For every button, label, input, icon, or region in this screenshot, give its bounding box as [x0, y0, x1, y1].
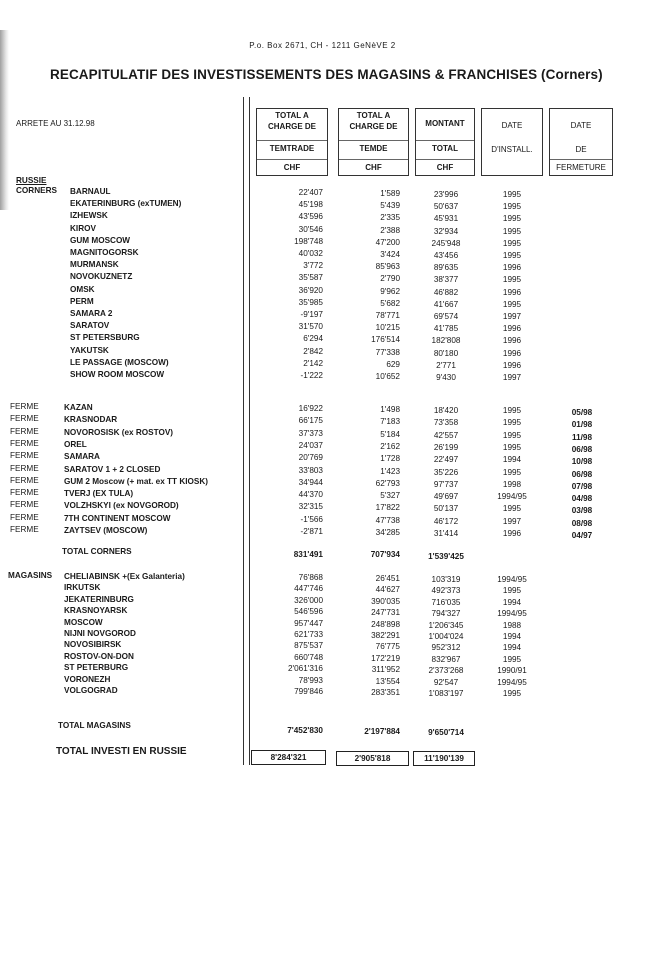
header-line: MONTANT: [425, 119, 465, 128]
magasin-row-install-date: 1994: [502, 597, 522, 607]
ferme-row-install-date: 1995: [502, 430, 522, 440]
total-russie-total: 11'190'139: [413, 751, 475, 766]
corner-row-install-date: 1995: [502, 202, 522, 212]
ferme-section-label: FERME: [10, 512, 39, 522]
corner-row-install-date: 1995: [502, 190, 522, 199]
ferme-row-close-date: 08/98: [571, 518, 593, 528]
ferme-row-total: 31'414: [433, 529, 459, 538]
ferme-row-total: 42'557: [433, 430, 459, 440]
corner-row-name: SAMARA 2: [70, 309, 113, 318]
corner-row-temde: 85'963: [375, 262, 400, 272]
ferme-row-install-date: 1995: [502, 467, 522, 477]
magasin-row-name: ROSTOV-ON-DON: [64, 651, 134, 661]
magasin-row-install-date: 1995: [502, 654, 522, 664]
ferme-row-temtrade: 44'370: [298, 490, 323, 500]
ferme-row-name: SARATOV 1 + 2 CLOSED: [64, 464, 161, 474]
ferme-row-close-date: 10/98: [571, 457, 593, 467]
header-line: CHF: [436, 163, 454, 172]
corner-row-temde: 77'338: [375, 347, 400, 357]
header-line: TOTAL: [432, 144, 458, 153]
ferme-row-close-date: 05/98: [571, 408, 593, 417]
corner-row-total: 69'574: [433, 312, 459, 321]
ferme-row-install-date: 1997: [502, 516, 522, 526]
total-russie-temtrade: 8'284'321: [251, 750, 326, 765]
ferme-row-temtrade: 34'944: [298, 477, 323, 487]
total-corners-temde: 707'934: [370, 550, 400, 559]
ferme-row-total: 50'137: [433, 504, 459, 514]
header-line: D'INSTALL.: [491, 145, 533, 154]
magasin-row-name: JEKATERINBURG: [64, 594, 134, 604]
corner-row-install-date: 1996: [502, 287, 522, 297]
corner-section-label: CORNERS: [16, 186, 57, 195]
magasin-row-total: 832'967: [431, 654, 461, 664]
header-line: TEMTRADE: [269, 144, 315, 153]
header-line: DE: [575, 145, 587, 154]
corner-row-temde: 5'439: [380, 201, 400, 211]
magasin-row-temde: 76'775: [375, 642, 400, 652]
ferme-row-name: KRASNODAR: [64, 415, 118, 425]
magasin-row-install-date: 1994/95: [497, 677, 527, 687]
header-line: DATE: [570, 121, 592, 130]
magasin-row-total: 2'373'268: [428, 666, 464, 676]
ferme-row-temde: 1'728: [380, 454, 400, 464]
corner-row-temde: 47'200: [375, 237, 400, 247]
corner-row-name: LE PASSAGE (MOSCOW): [70, 357, 169, 367]
ferme-row-install-date: 1995: [502, 406, 522, 415]
header-line: CHARGE DE: [349, 122, 398, 131]
header-rule: [550, 159, 612, 160]
corner-row-temtrade: 35'587: [298, 273, 323, 283]
magasin-row-name: NOVOSIBIRSK: [64, 640, 122, 650]
ferme-row-install-date: 1994: [502, 455, 522, 465]
corner-row-total: 41'667: [433, 299, 459, 309]
ferme-row-close-date: 11/98: [571, 432, 593, 442]
ferme-row-temde: 5'327: [380, 491, 400, 501]
corner-row-install-date: 1995: [502, 251, 522, 260]
magasin-row-total: 92'547: [433, 677, 459, 687]
magasin-row-temde: 172'219: [371, 653, 400, 663]
corner-row-temde: 10'652: [375, 372, 400, 381]
magasin-row-total: 794'327: [431, 609, 461, 619]
magasin-row-temde: 283'351: [371, 688, 400, 697]
corner-row-temtrade: 6'294: [303, 334, 323, 344]
ferme-row-temde: 7'183: [380, 417, 400, 427]
corner-row-temtrade: 31'570: [298, 322, 323, 332]
header-rule: [416, 159, 474, 160]
corner-row-temde: 2'790: [380, 274, 400, 284]
ferme-row-temtrade: 16'922: [298, 404, 323, 413]
ferme-row-install-date: 1995: [502, 504, 522, 514]
magasin-row-name: CHELIABINSK +(Ex Galanteria): [64, 572, 185, 581]
corner-row-install-date: 1995: [502, 275, 522, 285]
ferme-row-total: 46'172: [433, 516, 459, 526]
magasin-row-install-date: 1994: [502, 632, 522, 641]
header-line: FERMETURE: [556, 163, 606, 172]
magasin-row-total: 103'319: [431, 575, 461, 584]
region-label: RUSSIE: [16, 176, 47, 185]
ferme-row-temtrade: 66'175: [298, 416, 323, 426]
total-magasins-temde: 2'197'884: [364, 727, 400, 736]
header-rule: [416, 140, 474, 141]
ferme-row-temde: 1'423: [380, 466, 400, 476]
corner-row-temtrade: -9'197: [300, 310, 323, 319]
magasin-row-temtrade: 660'748: [294, 652, 323, 662]
magasin-row-temtrade: 2'061'316: [287, 664, 323, 674]
ferme-row-temde: 1'498: [380, 405, 400, 414]
header-line: TEMDE: [359, 144, 388, 153]
corner-row-install-date: 1995: [502, 238, 522, 248]
ferme-row-temtrade: 24'037: [298, 440, 323, 450]
column-header-temde: [338, 108, 409, 176]
corner-row-temde: 5'682: [380, 298, 400, 308]
ferme-row-name: KAZAN: [64, 403, 93, 412]
total-corners-label: TOTAL CORNERS: [62, 547, 132, 556]
ferme-row-close-date: 03/98: [571, 506, 593, 516]
corner-row-temtrade: -1'222: [300, 371, 323, 380]
corner-row-total: 182'808: [431, 336, 461, 346]
ferme-row-temde: 62'793: [375, 478, 400, 488]
ferme-section-label: FERME: [10, 402, 39, 411]
ferme-row-temtrade: 33'803: [298, 465, 323, 475]
corner-row-temtrade: 2'142: [303, 358, 323, 368]
corner-row-temde: 629: [386, 359, 400, 369]
header-line: CHF: [283, 163, 301, 172]
total-corners-total: 1'539'425: [428, 552, 464, 561]
po-box-line: P.o. Box 2671, CH - 1211 GeNèVE 2: [249, 41, 396, 50]
corner-row-install-date: 1995: [502, 214, 522, 224]
corner-row-install-date: 1996: [502, 324, 522, 334]
magasin-row-name: IRKUTSK: [64, 583, 101, 593]
corner-row-name: MURMANSK: [70, 260, 119, 270]
ferme-section-label: FERME: [10, 475, 39, 485]
header-line: TOTAL A: [275, 111, 309, 120]
magasin-row-install-date: 1994/95: [497, 575, 527, 584]
header-rule: [339, 159, 408, 160]
ferme-row-close-date: 07/98: [571, 481, 593, 491]
magasin-row-name: VORONEZH: [64, 674, 111, 684]
ferme-row-name: GUM 2 Moscow (+ mat. ex TT KIOSK): [64, 476, 208, 486]
corner-row-temtrade: 30'546: [298, 224, 323, 234]
magasin-row-total: 716'035: [431, 597, 461, 607]
corner-row-install-date: 1996: [502, 348, 522, 358]
magasin-row-name: KRASNOYARSK: [64, 606, 128, 616]
corner-row-install-date: 1997: [502, 373, 522, 382]
magasin-row-install-date: 1994/95: [497, 609, 527, 619]
corner-row-temde: 2'388: [380, 225, 400, 235]
magasin-row-temtrade: 326'000: [294, 595, 323, 605]
ferme-section-label: FERME: [10, 488, 39, 498]
ferme-row-total: 73'358: [433, 418, 459, 428]
corner-row-temtrade: 36'920: [298, 285, 323, 295]
corner-row-temde: 9'962: [380, 286, 400, 296]
ferme-row-install-date: 1995: [502, 442, 522, 452]
ferme-section-label: FERME: [10, 463, 39, 473]
ferme-section-label: FERME: [10, 426, 39, 436]
header-rule: [339, 140, 408, 141]
total-russie-temde: 2'905'818: [336, 751, 409, 766]
magasin-row-temde: 382'291: [371, 631, 400, 640]
corner-row-total: 41'785: [433, 324, 459, 334]
magasin-row-temtrade: 799'846: [294, 687, 323, 696]
header-line: TOTAL A: [356, 111, 391, 120]
ferme-row-close-date: 06/98: [571, 444, 593, 454]
magasin-row-total: 1'083'197: [428, 689, 464, 698]
magasin-row-temde: 248'898: [371, 619, 400, 629]
magasin-row-name: VOLGOGRAD: [64, 686, 118, 695]
magasin-row-temde: 13'554: [375, 676, 400, 686]
ferme-row-temde: 5'184: [380, 429, 400, 439]
ferme-row-install-date: 1995: [502, 418, 522, 428]
corner-row-name: PERM: [70, 296, 94, 306]
total-magasins-label: TOTAL MAGASINS: [58, 721, 131, 730]
ferme-row-temde: 17'822: [375, 503, 400, 513]
magasin-row-total: 1'004'024: [428, 632, 464, 641]
corner-row-install-date: 1996: [502, 263, 522, 273]
magasin-row-install-date: 1990/91: [497, 666, 527, 676]
ferme-row-temde: 47'738: [375, 515, 400, 525]
header-rule: [257, 159, 327, 160]
corner-row-temde: 2'335: [380, 213, 400, 223]
magasin-row-temtrade: 957'447: [294, 618, 323, 628]
ferme-row-total: 35'226: [433, 467, 459, 477]
column-header-temtrade: [256, 108, 328, 176]
corner-row-total: 32'934: [433, 226, 459, 236]
document-title: RECAPITULATIF DES INVESTISSEMENTS DES MAGASINS & FRANCHISES (Corners): [50, 67, 603, 82]
magasin-row-temde: 311'952: [371, 665, 400, 675]
ferme-section-label: FERME: [10, 414, 39, 424]
ferme-row-close-date: 06/98: [571, 469, 593, 479]
ferme-row-total: 18'420: [433, 406, 459, 415]
corner-row-name: OMSK: [70, 284, 95, 294]
ferme-row-total: 97'737: [433, 479, 459, 489]
ferme-row-total: 49'697: [433, 492, 459, 502]
magasin-row-total: 492'373: [431, 586, 461, 596]
ferme-row-install-date: 1994/95: [497, 492, 527, 502]
header-line: DATE: [501, 121, 523, 130]
corner-row-name: IZHEWSK: [70, 211, 108, 221]
corner-row-temde: 10'215: [375, 323, 400, 333]
corner-row-name: NOVOKUZNETZ: [70, 272, 133, 282]
total-magasins-temtrade: 7'452'830: [287, 726, 323, 735]
corner-row-total: 45'931: [433, 214, 459, 224]
magasin-row-temtrade: 78'993: [298, 675, 323, 685]
ferme-row-name: NOVOROSISK (ex ROSTOV): [64, 427, 174, 437]
corner-row-temtrade: 43'596: [298, 212, 323, 222]
corner-row-name: SARATOV: [70, 321, 110, 331]
corner-row-temtrade: 40'032: [298, 249, 323, 258]
corner-row-total: 43'456: [433, 251, 459, 260]
ferme-section-label: FERME: [10, 525, 39, 534]
magasin-row-install-date: 1988: [502, 620, 522, 630]
magasin-row-total: 952'312: [431, 643, 461, 653]
header-line: CHARGE DE: [267, 122, 316, 131]
total-magasins-total: 9'650'714: [428, 728, 464, 737]
ferme-row-install-date: 1998: [502, 479, 522, 489]
ferme-section-label: FERME: [10, 451, 39, 461]
report-date: ARRETE AU 31.12.98: [16, 119, 95, 128]
magasin-row-temtrade: 447'746: [294, 584, 323, 594]
magasin-row-name: NIJNI NOVGOROD: [64, 629, 136, 638]
header-rule: [257, 140, 327, 141]
corner-row-total: 2'771: [436, 360, 456, 370]
magasin-row-install-date: 1994: [502, 643, 522, 653]
corner-row-total: 245'948: [431, 238, 461, 248]
corner-row-temtrade: 22'407: [298, 188, 323, 197]
ferme-row-name: TVERJ (EX TULA): [64, 489, 134, 499]
magasin-section-label: MAGASINS: [8, 571, 53, 580]
corner-row-temtrade: 3'772: [303, 261, 323, 271]
corner-row-name: EKATERINBURG (exTUMEN): [70, 199, 182, 209]
ferme-row-temtrade: 20'769: [298, 453, 323, 463]
corner-row-install-date: 1996: [502, 360, 522, 370]
ferme-row-temtrade: -1'566: [300, 514, 323, 524]
ferme-row-close-date: 04/98: [571, 494, 593, 504]
scan-edge-shadow: [0, 30, 9, 210]
corner-row-name: BARNAUL: [70, 187, 111, 196]
ferme-row-name: OREL: [64, 439, 87, 449]
ferme-row-close-date: 04/97: [571, 531, 593, 540]
magasin-row-temde: 390'035: [371, 596, 400, 606]
magasin-row-temde: 44'627: [375, 585, 400, 595]
corner-row-install-date: 1997: [502, 312, 522, 321]
magasin-row-temtrade: 76'868: [298, 573, 323, 582]
corner-row-install-date: 1995: [502, 226, 522, 236]
magasin-row-temtrade: 621'733: [294, 630, 323, 639]
magasin-row-temde: 26'451: [375, 574, 400, 583]
corner-row-total: 50'637: [433, 202, 459, 212]
corner-row-total: 89'635: [433, 263, 459, 273]
corner-row-temde: 78'771: [375, 311, 400, 320]
ferme-row-name: SAMARA: [64, 452, 100, 462]
ferme-section-label: FERME: [10, 500, 39, 510]
corner-row-temtrade: 35'985: [298, 297, 323, 307]
ferme-row-close-date: 01/98: [571, 420, 593, 430]
magasin-row-name: MOSCOW: [64, 617, 103, 627]
magasin-row-temtrade: 546'596: [294, 607, 323, 617]
magasin-row-temde: 247'731: [371, 608, 400, 618]
corner-row-temtrade: 45'198: [298, 200, 323, 210]
header-line: CHF: [365, 163, 382, 172]
ferme-row-name: ZAYTSEV (MOSCOW): [64, 526, 148, 535]
corner-row-temtrade: 198'748: [294, 236, 323, 246]
separator-line-right: [249, 97, 250, 765]
total-russie-label: TOTAL INVESTI EN RUSSIE: [56, 746, 187, 757]
corner-row-total: 46'882: [433, 287, 459, 297]
magasin-row-install-date: 1995: [502, 586, 522, 596]
corner-row-total: 80'180: [433, 348, 459, 358]
corner-row-temde: 176'514: [371, 335, 400, 345]
column-header-close-date: [549, 108, 613, 176]
magasin-row-install-date: 1995: [502, 689, 522, 698]
ferme-row-temtrade: 32'315: [298, 502, 323, 512]
ferme-row-temde: 2'162: [380, 441, 400, 451]
corner-row-name: ST PETERSBURG: [70, 333, 140, 343]
total-corners-temtrade: 831'491: [293, 550, 323, 559]
ferme-row-total: 22'497: [433, 455, 459, 465]
corner-row-temde: 3'424: [380, 250, 400, 259]
corner-row-name: SHOW ROOM MOSCOW: [70, 370, 165, 379]
ferme-row-name: VOLZHSKYI (ex NOVGOROD): [64, 501, 179, 511]
corner-row-name: GUM MOSCOW: [70, 235, 131, 245]
corner-row-name: MAGNITOGORSK: [70, 248, 139, 257]
corner-row-total: 38'377: [433, 275, 459, 285]
corner-row-temde: 1'589: [380, 189, 400, 198]
ferme-row-total: 26'199: [433, 442, 459, 452]
ferme-section-label: FERME: [10, 438, 39, 448]
ferme-row-name: 7TH CONTINENT MOSCOW: [64, 513, 171, 523]
separator-line-left: [243, 97, 244, 765]
corner-row-name: YAKUTSK: [70, 345, 109, 355]
magasin-row-temtrade: 875'537: [294, 641, 323, 651]
ferme-row-temtrade: -2'871: [300, 527, 323, 536]
ferme-row-temde: 34'285: [375, 528, 400, 537]
corner-row-name: KIROV: [70, 223, 96, 233]
corner-row-temtrade: 2'842: [303, 346, 323, 356]
ferme-row-install-date: 1996: [502, 529, 522, 538]
ferme-row-temtrade: 37'373: [298, 428, 323, 438]
column-header-install-date: [481, 108, 543, 176]
magasin-row-total: 1'206'345: [428, 620, 464, 630]
corner-row-total: 23'996: [433, 190, 459, 199]
magasin-row-name: ST PETERBURG: [64, 663, 129, 673]
corner-row-install-date: 1995: [502, 299, 522, 309]
corner-row-total: 9'430: [436, 373, 456, 382]
corner-row-install-date: 1996: [502, 336, 522, 346]
column-header-total: [415, 108, 475, 176]
